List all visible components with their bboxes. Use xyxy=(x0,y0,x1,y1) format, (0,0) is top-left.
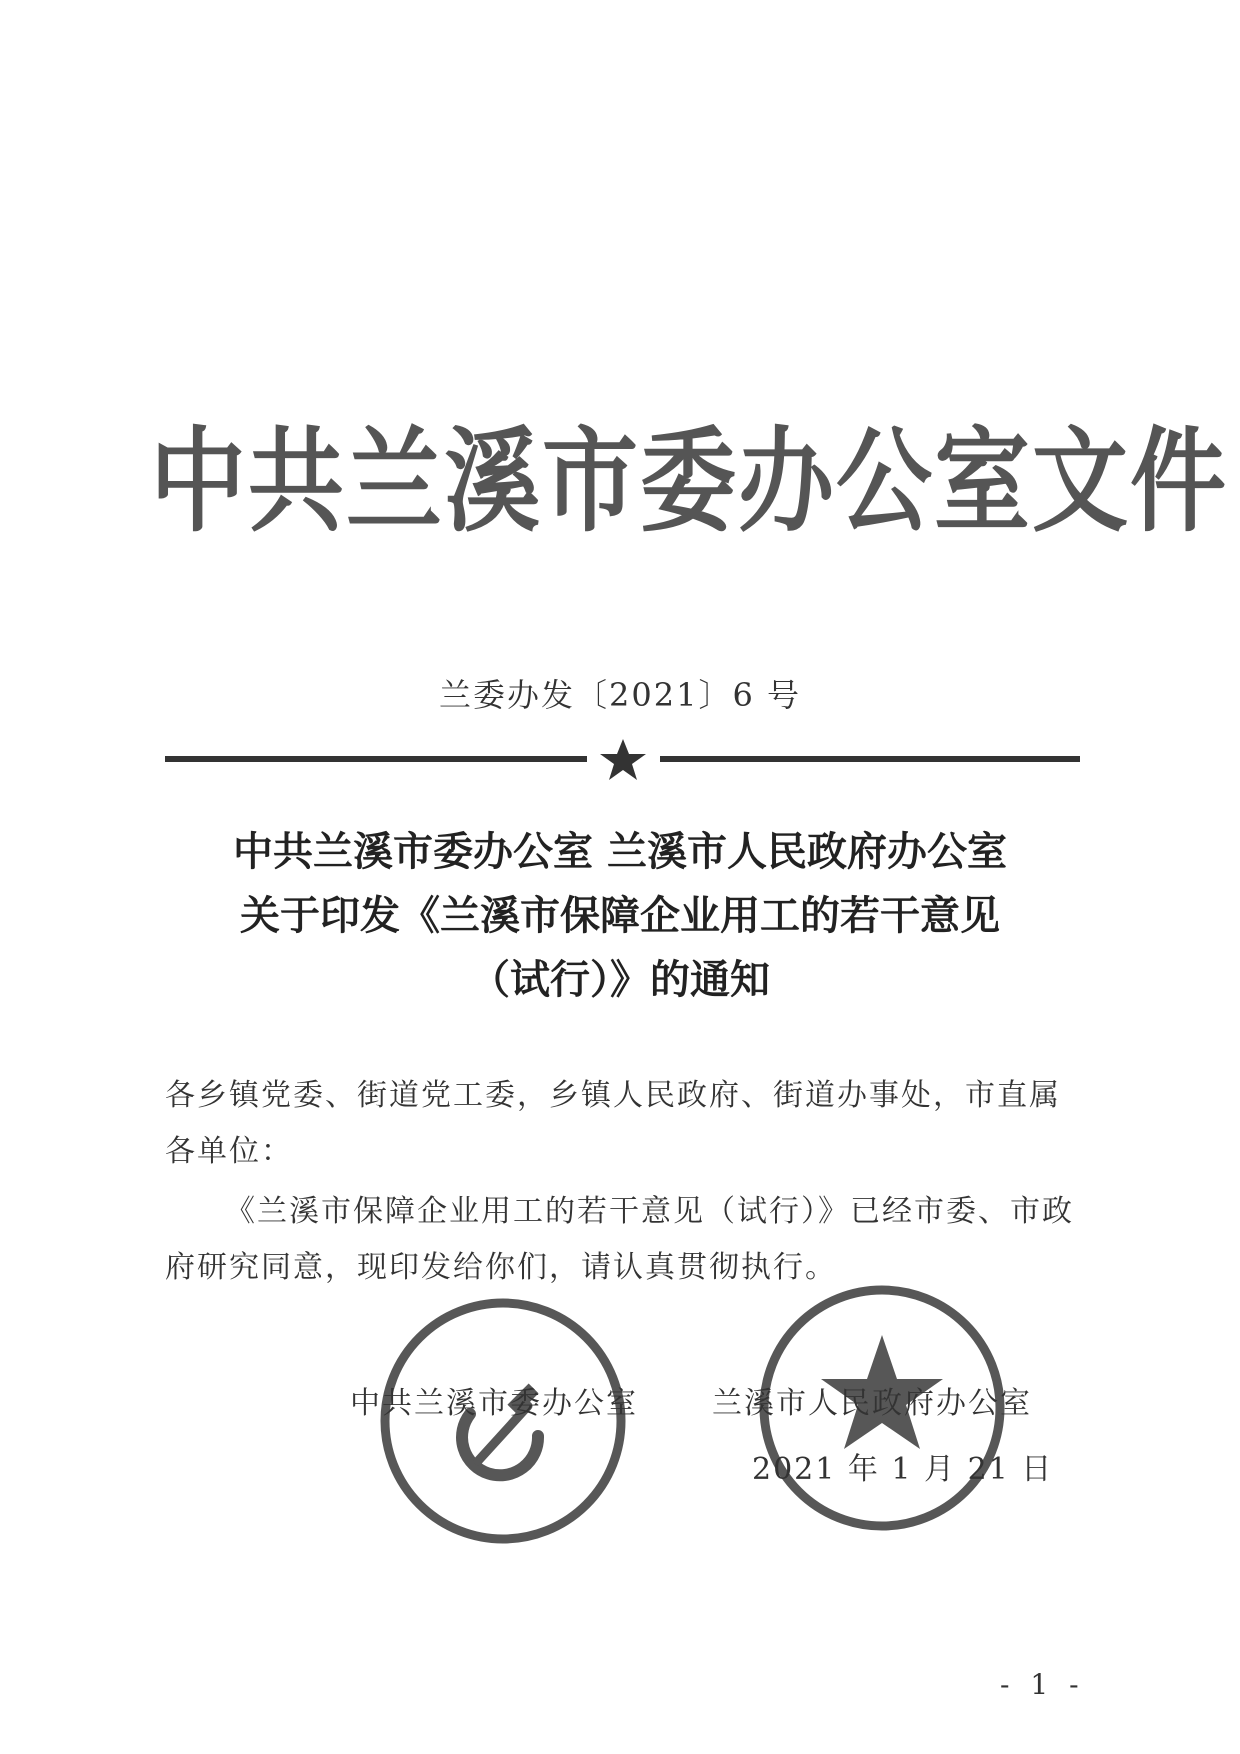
title-line-3: （试行）》的通知 xyxy=(470,957,770,1003)
divider-line-left xyxy=(165,756,587,762)
issue-date: 2021 年 1 月 21 日 xyxy=(752,1452,1054,1487)
document-body xyxy=(165,1068,1085,1296)
title-line-1: 中共兰溪市委办公室 兰溪市人民政府办公室 xyxy=(233,829,1007,875)
masthead-title: 中共兰溪市委办公室文件 xyxy=(150,415,1228,548)
body-paragraph: 《兰溪市保障企业用工的若干意见（试行）》已经市委、市政府研究同意，现印发给你们，请认真贯彻执行。 xyxy=(165,1194,1074,1285)
document-number: 兰委办发〔2021〕6 号 xyxy=(439,676,801,714)
header-divider xyxy=(165,738,1080,782)
title-line-2: 关于印发《兰溪市保障企业用工的若干意见 xyxy=(240,893,1000,939)
issuer-right: 兰溪市人民政府办公室 xyxy=(712,1386,1032,1421)
issuer-left: 中共兰溪市委办公室 xyxy=(350,1386,638,1421)
document-title xyxy=(140,820,1100,1012)
recipients: 各乡镇党委、街道党工委，乡镇人民政府、街道办事处，市直属各单位： xyxy=(165,1078,1061,1169)
page-number: - 1 - xyxy=(1000,1668,1085,1701)
star-icon xyxy=(597,738,649,782)
divider-line-right xyxy=(660,756,1080,762)
